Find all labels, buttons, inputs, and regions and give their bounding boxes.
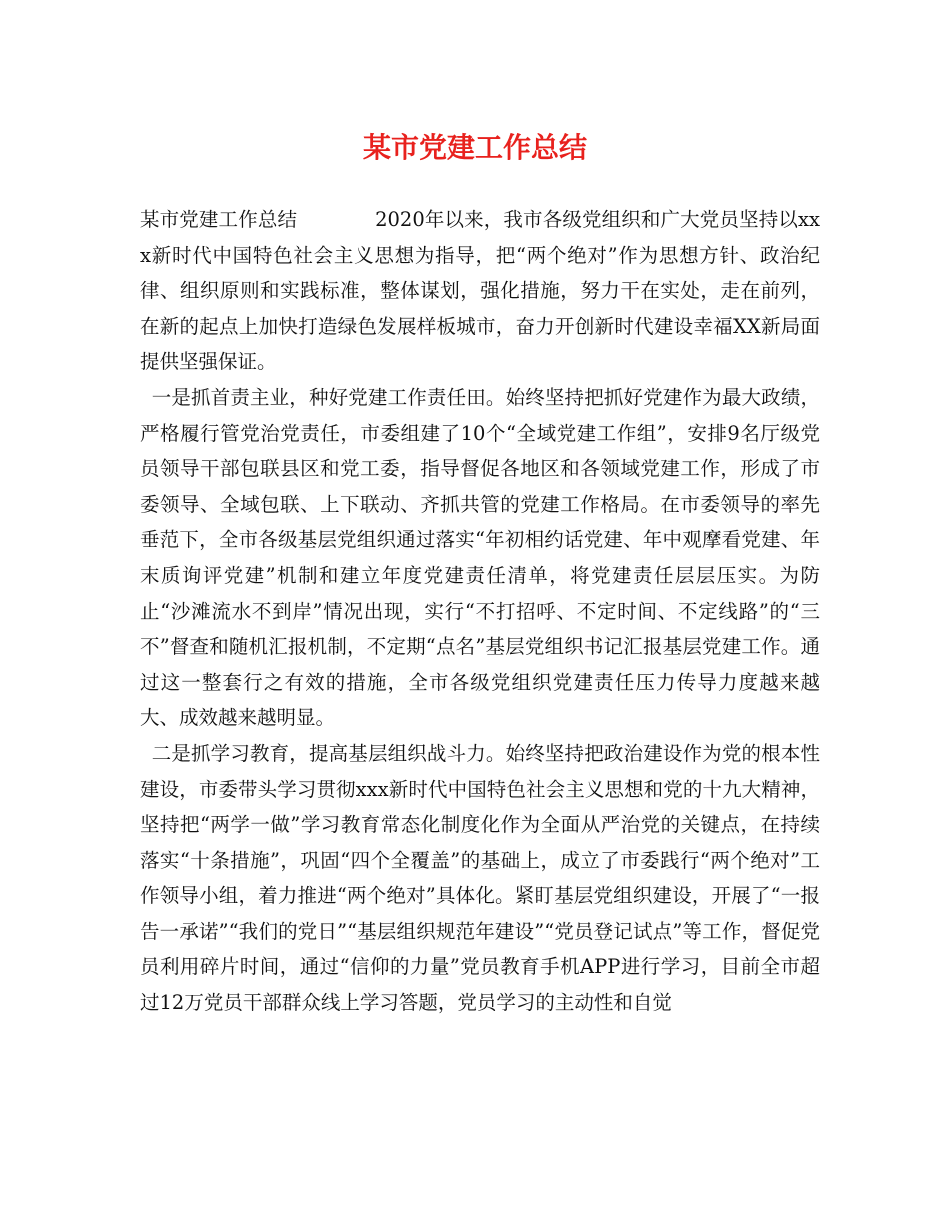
document-body: [140, 202, 820, 1021]
intro-paragraph: [140, 202, 820, 380]
intro-text: 2020年以来，我市各级党组织和广大党员坚持以xxx新时代中国特色社会主义思想为指导，把“两个绝对”作为思想方针、政治纪律、组织原则和实践标准，整体谋划，强化措施，努力干在实处，走在前列，在新的起点上加快打造绿色发展样板城市，奋力开创新时代建设幸福XX新局面提供坚强保证。: [140, 208, 820, 374]
intro-heading: 某市党建工作总结: [140, 208, 298, 231]
body-paragraph-1: 一是抓首责主业，种好党建工作责任田。始终坚持把抓好党建作为最大政绩，严格履行管党治党责任，市委组建了10个“全域党建工作组”，安排9名厅级党员领导干部包联县区和党工委，指导督促各地区和各领域党建工作，形成了市委领导、全域包联、上下联动、齐抓共管的党建工作格局。在市委领导的率先垂范下，全市各级基层党组织通过落实“年初相约话党建、年中观摩看党建、年末质询评党建”机制和建立年度党建责任清单，将党建责任层层压实。为防止“沙滩流水不到岸”情况出现，实行“不打招呼、不定时间、不定线路”的“三不”督查和随机汇报机制，不定期“点名”基层党组织书记汇报基层党建工作。通过这一整套行之有效的措施，全市各级党组织党建责任压力传导力度越来越大、成效越来越明显。: [140, 385, 820, 730]
document-title: 某市党建工作总结: [362, 131, 587, 164]
body-paragraph-2: 二是抓学习教育，提高基层组织战斗力。始终坚持把政治建设作为党的根本性建设，市委带头学习贯彻xxx新时代中国特色社会主义思想和党的十九大精神，坚持把“两学一做”学习教育常态化制度化作为全面从严治党的关键点，在持续落实“十条措施”，巩固“四个全覆盖”的基础上，成立了市委践行“两个绝对”工作领导小组，着力推进“两个绝对”具体化。紧盯基层党组织建设，开展了“一报告一承诺”“我们的党日”“基层组织规范年建设”“党员登记试点”等工作，督促党员利用碎片时间，通过“信仰的力量”党员教育手机APP进行学习，目前全市超过12万党员干部群众线上学习答题，党员学习的主动性和自觉: [140, 741, 820, 1015]
